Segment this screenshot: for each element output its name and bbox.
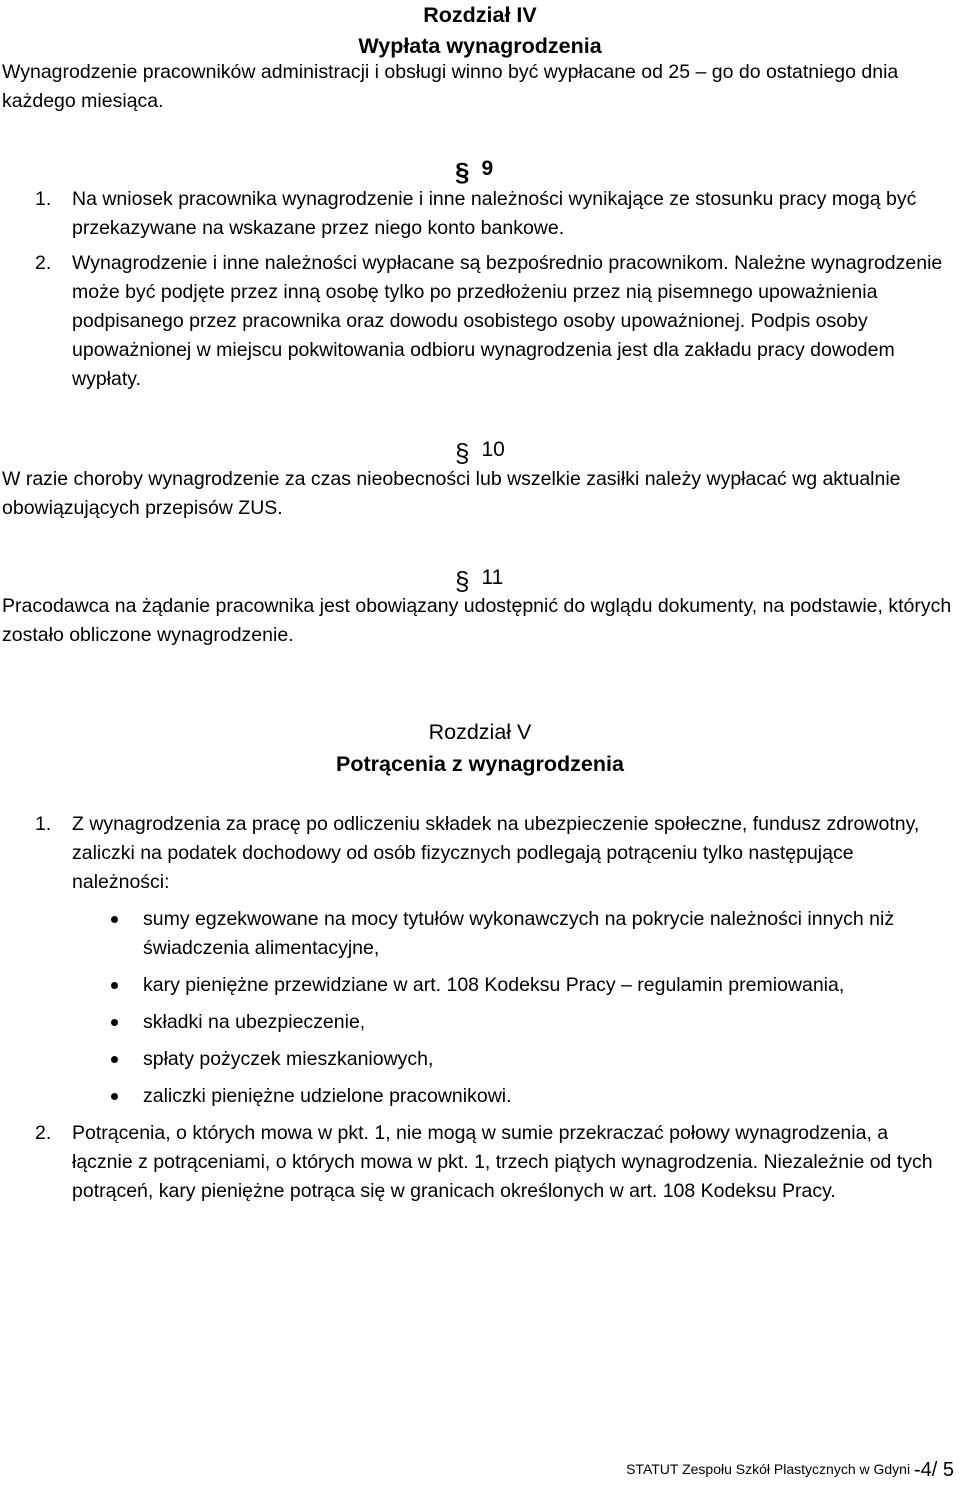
bullet-icon: [111, 1093, 118, 1100]
chapter-4-number: Rozdział IV: [423, 3, 537, 27]
chapter-5-heading: [0, 716, 960, 780]
bullet-icon: [111, 1056, 118, 1063]
chapter-5-title: Potrącenia z wynagrodzenia: [336, 752, 624, 776]
section-10-text: W razie choroby wynagrodzenie za czas nieobecności lub wszelkie zasiłki należy wypłacać wg aktualnie obowiązujących przepisów ZUS.: [2, 468, 901, 519]
item-number: 1.: [35, 188, 52, 210]
item-number: 1.: [35, 813, 52, 835]
chapter-4-intro: Wynagrodzenie pracowników administracji i obsługi winno być wypłacane od 25 – go do ostatniego dnia każdego miesiąca.: [2, 61, 899, 112]
item-number: 2.: [35, 252, 52, 274]
chapter-5-number: Rozdział V: [428, 720, 532, 744]
section-symbol-icon: §: [455, 566, 470, 596]
section-symbol-icon: §: [455, 438, 470, 468]
page-footer: [626, 1458, 954, 1481]
bullet-icon: [111, 916, 118, 923]
deductions-list: [105, 905, 955, 1111]
item-text: Z wynagrodzenia za pracę po odliczeniu składek na ubezpieczenie społeczne, fundusz zdrowotny, zaliczki na podatek dochodowy od osób fizycznych podlegają potrąceniu tylko następujące należności:: [72, 813, 920, 893]
footer-label: STATUT Zespołu Szkół Plastycznych w Gdyni: [626, 1461, 911, 1477]
section-symbol-icon: §: [455, 157, 470, 187]
section-11-text: Pracodawca na żądanie pracownika jest obowiązany udostępnić do wglądu dokumenty, na podstawie, których zostało obliczone wynagrodzenie.: [2, 595, 952, 646]
section-9-number: 9: [481, 157, 494, 180]
bullet-icon: [111, 1019, 118, 1026]
list-item: sumy egzekwowane na mocy tytułów wykonawczych na pokrycie należności innych niż świadczenia alimentacyjne,: [105, 905, 955, 963]
section-10-number: 10: [481, 438, 505, 461]
list-item: składki na ubezpieczenie,: [105, 1008, 955, 1037]
chapter-4-heading: [0, 0, 960, 62]
item-text: Wynagrodzenie i inne należności wypłacane są bezpośrednio pracownikom. Należne wynagrodzenie może być podjęte przez inną osobę tylko po przedłożeniu przez nią pisemnego upoważnienia podpisanego przez pracownika oraz dowodu osobistego osoby upoważnionej. Podpis osoby upoważnionej w miejscu pokwitowania odbioru wynagrodzenia jest dla zakładu pracy dowodem wypłaty.: [72, 252, 943, 390]
chapter-5-item-1: [35, 810, 954, 897]
section-9-item-1: [35, 185, 954, 243]
item-number: 2.: [35, 1122, 52, 1144]
section-11-number: 11: [481, 566, 504, 589]
chapter-4-title: Wypłata wynagrodzenia: [358, 34, 602, 58]
section-10-heading: [455, 433, 505, 469]
section-9-item-2: [35, 249, 954, 394]
item-text: Na wniosek pracownika wynagrodzenie i inne należności wynikające ze stosunku pracy mogą być przekazywane na wskazane przez niego konto bankowe.: [72, 188, 917, 239]
list-item: kary pieniężne przewidziane w art. 108 Kodeksu Pracy – regulamin premiowania,: [105, 971, 955, 1000]
bullet-icon: [111, 982, 118, 989]
section-9-heading: [455, 152, 493, 188]
list-item: zaliczki pieniężne udzielone pracownikowi.: [105, 1082, 955, 1111]
page-number: -4/ 5: [913, 1459, 954, 1481]
list-item: spłaty pożyczek mieszkaniowych,: [105, 1045, 955, 1074]
item-text: Potrącenia, o których mowa w pkt. 1, nie mogą w sumie przekraczać połowy wynagrodzenia, a łącznie z potrąceniami, o których mowa w pkt. 1, trzech piątych wynagrodzenia. Niezależnie od tych potrąceń, kary pieniężne potrąca się w granicach określonych w art. 108 Kodeksu Pracy.: [72, 1122, 933, 1202]
chapter-5-item-2: [35, 1119, 954, 1206]
